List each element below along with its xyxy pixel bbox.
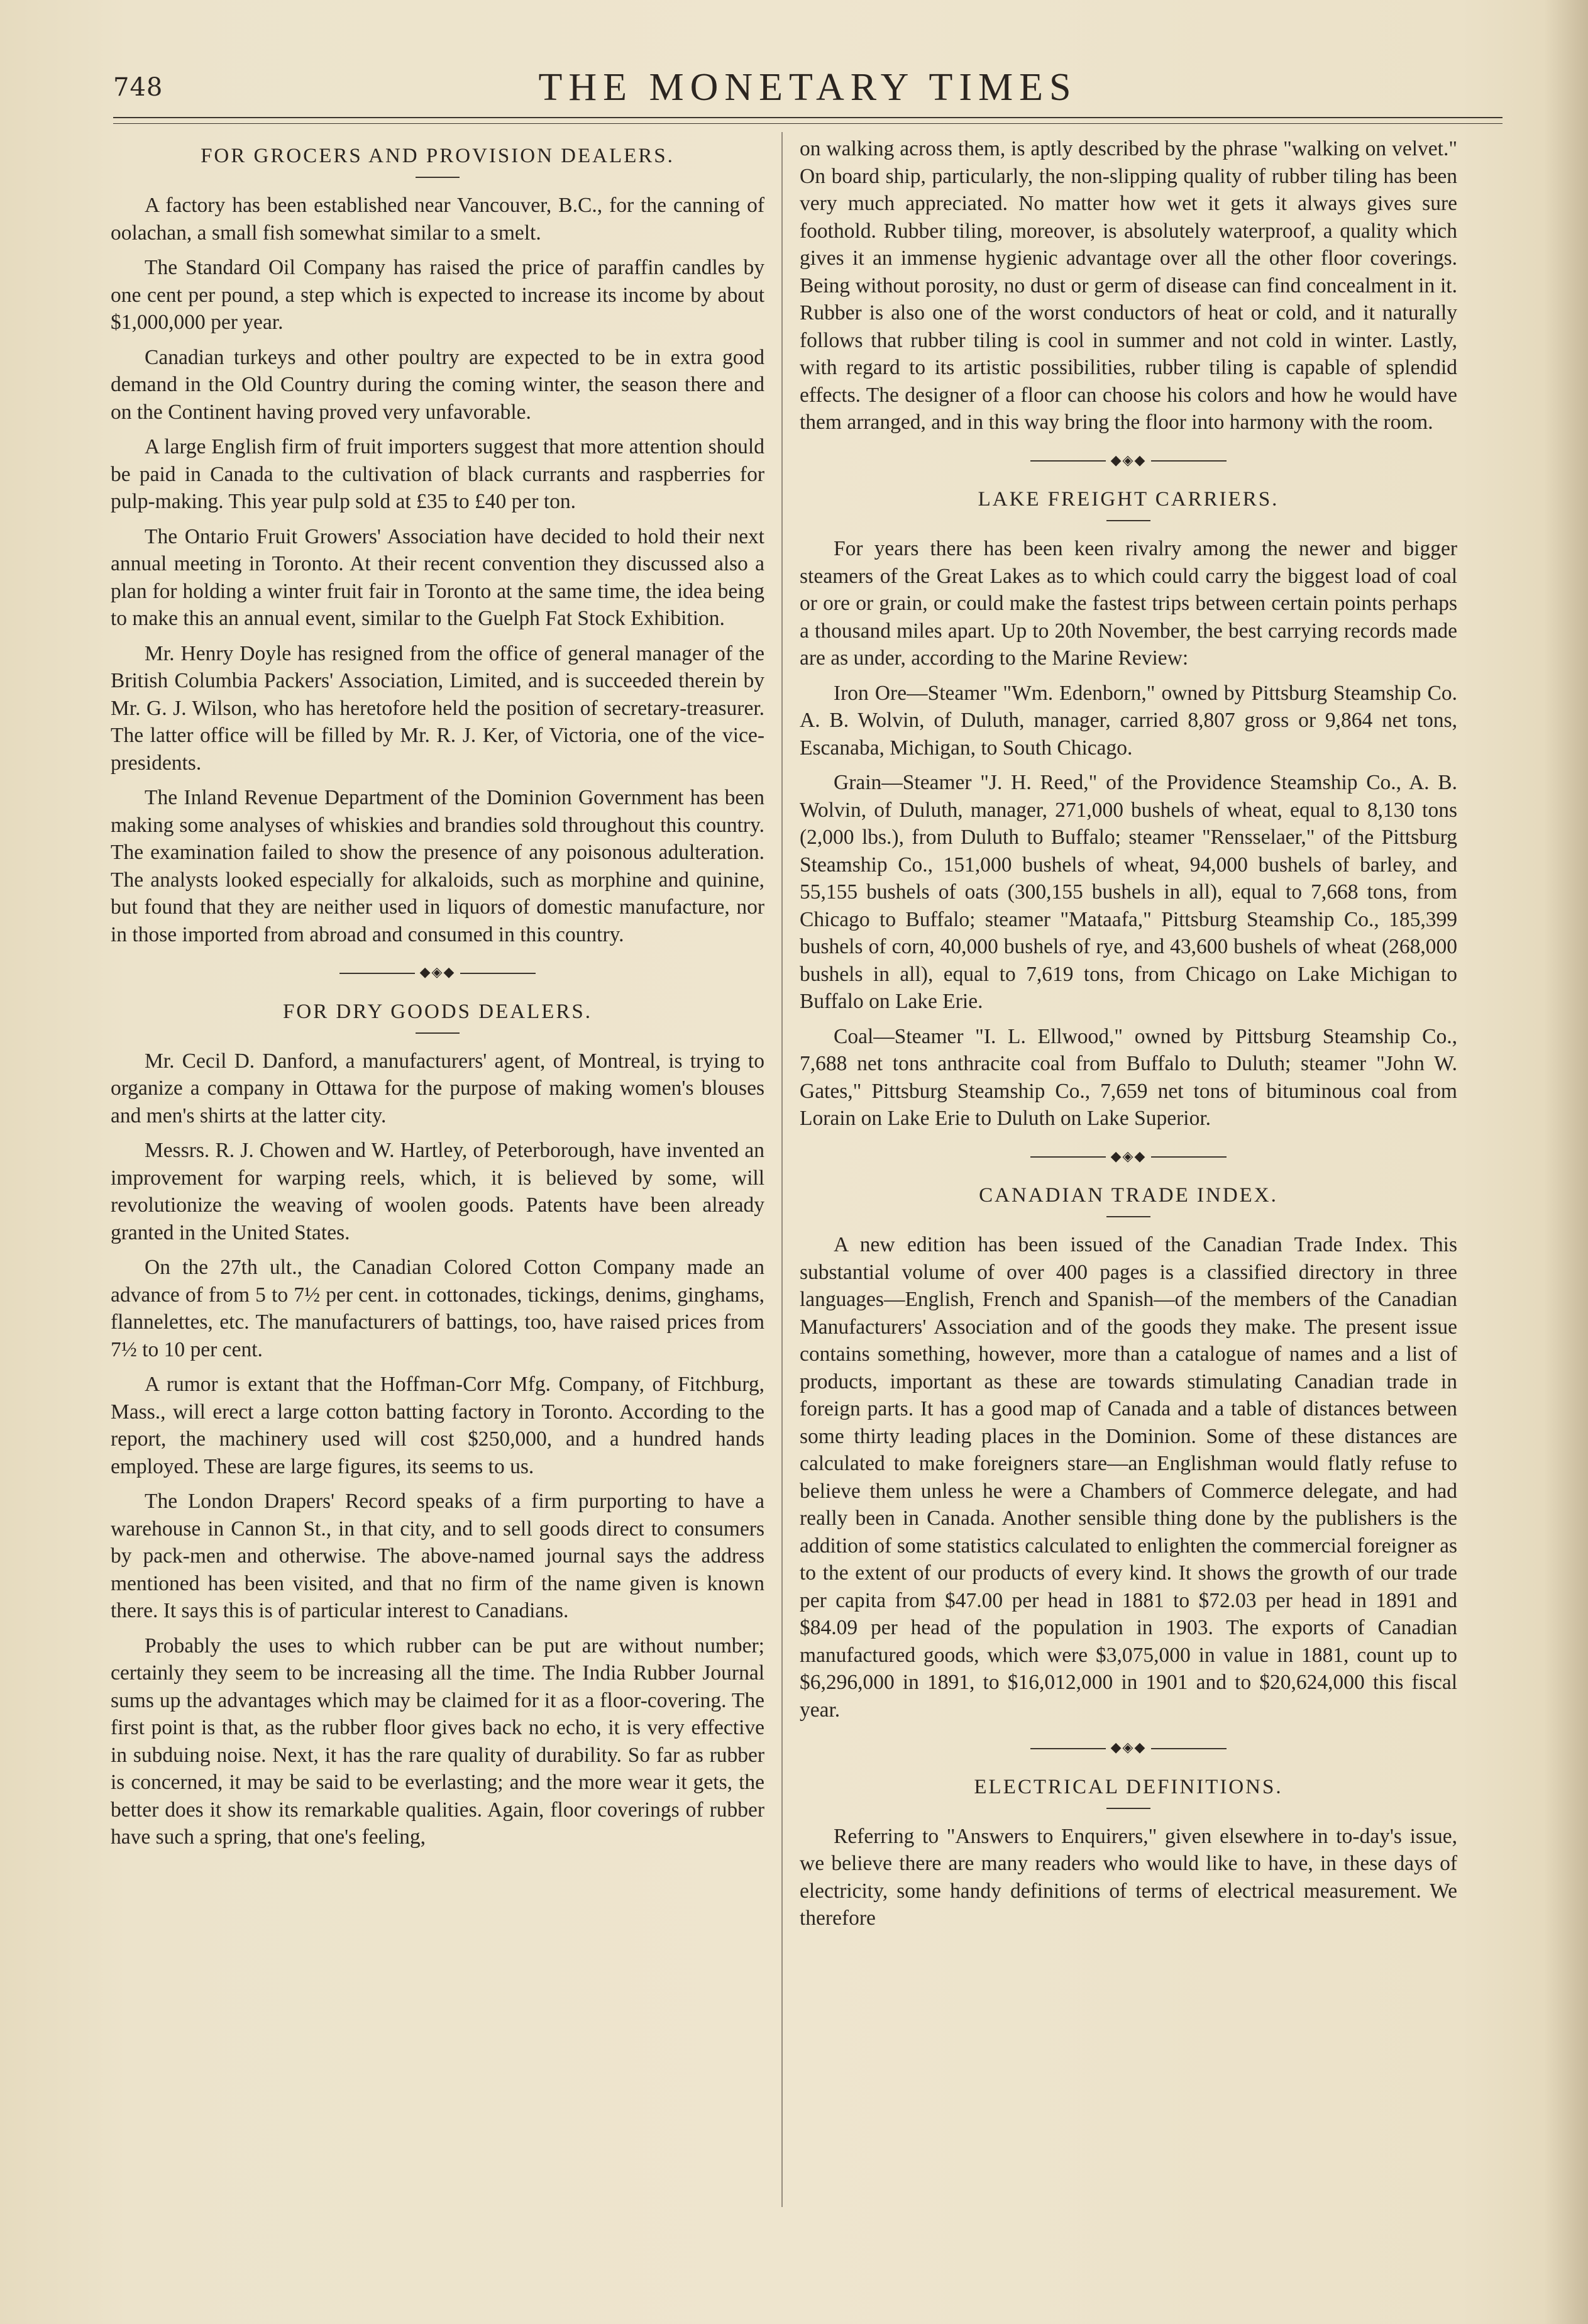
- paragraph: Probably the uses to which rubber can be put are without number; certainly they seem to be increasing all the time. The India Rubber Journal sums up the advantages which may be claimed for it as a floor-covering. The first point is that, as the rubber floor gives back no echo, it is very effective in subduing noise. Next, it has the rare quality of durability. So far as rubber is concerned, it may be said to be everlasting; and the more wear it gets, the better does it show its remarkable qualities. Again, floor coverings of rubber have such a spring, that one's feeling,: [111, 1634, 764, 1849]
- left-column: [111, 135, 764, 1859]
- section-heading-grocers: FOR GROCERS AND PROVISION DEALERS.: [201, 145, 675, 167]
- heading-rule: [1106, 520, 1150, 521]
- paragraph: Mr. Henry Doyle has resigned from the office of general manager of the British Columbia Packers' Association, Limited, and is succeeded therein by Mr. G. J. Wilson, who has heretofore held the position of secretary-treasurer. The latter office will be filled by Mr. R. J. Ker, of Victoria, one of the vice-presidents.: [111, 641, 764, 775]
- paragraph: Messrs. R. J. Chowen and W. Hartley, of Peterborough, have invented an improvement for warping reels, which, it is believed by some, will revolutionize the weaving of woolen goods. Patents have been already granted in the United States.: [111, 1139, 764, 1244]
- right-column: [800, 135, 1457, 1940]
- paragraph: A rumor is extant that the Hoffman-Corr Mfg. Company, of Fitchburg, Mass., will erect a large cotton batting factory in Toronto. According to the report, the machinery used will cost $250,000, and a hundred hands employed. These are large figures, its seems to us.: [111, 1373, 764, 1478]
- paragraph: For years there has been keen rivalry among the newer and bigger steamers of the Great Lakes as to which could carry the biggest load of coal or ore or grain, or could make the fastest trips between certain points perhaps a thousand miles apart. Up to 20th November, the best carrying records made are as under, according to the Marine Review:: [800, 537, 1457, 670]
- heading-rule: [416, 177, 460, 178]
- paragraph-continued: on walking across them, is aptly described by the phrase "walking on velvet." On board ship, particularly, the non-slipping quality of rubber tiling has been very much appreciated. No matter how wet it gets it always gives sure foothold. Rubber tiling, moreover, is absolutely waterproof, a quality which gives it an immense hygienic advantage over all the other floor coverings. Being without porosity, no dust or germ of disease can find concealment in it. Rubber is also one of the worst conductors of heat or cold, and it naturally follows that rubber tiling is cool in summer and not cold in winter. Lastly, with regard to its artistic possibilities, rubber tiling is capable of splendid effects. The designer of a floor can choose his colors and how he would have them arranged, and in this way bring the floor into harmony with the room.: [800, 137, 1457, 434]
- paragraph: The Standard Oil Company has raised the price of paraffin candles by one cent per pound, a step which is expected to increase its income by about $1,000,000 per year.: [111, 256, 764, 334]
- heading-rule: [416, 1032, 460, 1034]
- section-ornament: ◆◈◆: [800, 1734, 1457, 1761]
- paragraph: Coal—Steamer "I. L. Ellwood," owned by Pittsburg Steamship Co., 7,688 net tons anthracite coal from Buffalo to Duluth; steamer "John W. Gates," Pittsburg Steamship Co., 7,659 net tons of bituminous coal from Lorain on Lake Erie to Duluth on Lake Superior.: [800, 1024, 1457, 1130]
- paragraph: On the 27th ult., the Canadian Colored Cotton Company made an advance of from 5 to 7½ per cent. in cottonades, tickings, denims, ginghams, flannelettes, etc. The manufacturers of battings, too, have raised prices from 7½ to 10 per cent.: [111, 1256, 764, 1361]
- section-heading-lake-freight: LAKE FREIGHT CARRIERS.: [978, 488, 1279, 511]
- page-header: [113, 63, 1503, 119]
- masthead-title: THE MONETARY TIMES: [538, 66, 1078, 109]
- heading-rule: [1106, 1216, 1150, 1217]
- paragraph: The London Drapers' Record speaks of a firm purporting to have a warehouse in Cannon St., in that city, and to sell goods direct to consumers by pack-men and otherwise. The above-named journal says the address mentioned has been visited, and that no firm of the name given is known there. It says this is of particular interest to Canadians.: [111, 1490, 764, 1622]
- paragraph: Referring to "Answers to Enquirers," given elsewhere in to-day's issue, we believe there are many readers who would like to have, in these days of electricity, some handy definitions of terms of electrical measurement. We therefore: [800, 1824, 1457, 1930]
- paragraph: Iron Ore—Steamer "Wm. Edenborn," owned by Pittsburg Steamship Co. A. B. Wolvin, of Duluth, manager, carried 8,807 gross or 9,864 net tons, Escanaba, Michigan, to South Chicago.: [800, 681, 1457, 760]
- paragraph: Mr. Cecil D. Danford, a manufacturers' agent, of Montreal, is trying to organize a company in Ottawa for the purpose of making women's blouses and men's shirts at the latter city.: [111, 1049, 764, 1127]
- heading-rule: [1106, 1808, 1150, 1809]
- paragraph: A new edition has been issued of the Canadian Trade Index. This substantial volume of over 400 pages is a classified directory in three languages—English, French and Spanish—of the members of the Canadian Manufacturers' Association and of the goods they make. The present issue contains something, however, more than a catalogue of names and a list of products, important as these are towards stimulating Canadian trade in foreign parts. It has a good map of Canada and a table of distances between some thirty leading places in the Dominion. Some of these distances are calculated to make foreigners stare—an Englishman would flatly refuse to believe them unless he were a Chambers of Commerce delegate, and had really been in Canada. Another sensible thing done by the publishers is the addition of some statistics calculated to enlighten the commercial foreigner as to the extent of our products of every kind. It shows the growth of our trade per capita from $47.00 per head in 1881 to $72.03 per head in 1891 and $84.09 per head of the population in 1903. The exports of Canadian manufactured goods, which were $3,075,000 in value in 1881, count up to $6,296,000 in 1891, to $16,012,000 in 1901 and to $20,624,000 this fiscal year.: [800, 1233, 1457, 1722]
- section-ornament: ◆◈◆: [111, 958, 764, 986]
- section-heading-dry-goods: FOR DRY GOODS DEALERS.: [282, 1000, 592, 1023]
- section-heading-electrical: ELECTRICAL DEFINITIONS.: [974, 1775, 1283, 1798]
- column-divider: [781, 132, 783, 2207]
- paragraph: Canadian turkeys and other poultry are expected to be in extra good demand in the Old Country during the coming winter, the season there and on the Continent having proved very unfavorable.: [111, 345, 764, 424]
- page-edge-shadow: [1544, 0, 1588, 2324]
- section-heading-trade-index: CANADIAN TRADE INDEX.: [979, 1184, 1278, 1207]
- section-ornament: ◆◈◆: [800, 446, 1457, 474]
- header-rule: [113, 117, 1503, 118]
- paragraph: The Inland Revenue Department of the Dominion Government has been making some analyses of whiskies and brandies sold throughout this country. The examination failed to show the presence of any poisonous adulteration. The analysts looked especially for alkaloids, such as morphine and quinine, but found that they are neither used in liquors of domestic manufacture, nor in those imported from abroad and consumed in this country.: [111, 786, 764, 946]
- paragraph: A factory has been established near Vancouver, B.C., for the canning of oolachan, a small fish somewhat similar to a smelt.: [111, 194, 764, 245]
- paragraph: A large English firm of fruit importers suggest that more attention should be paid in Canada to the cultivation of black currants and raspberries for pulp-making. This year pulp sold at £35 to £40 per ton.: [111, 435, 764, 513]
- section-ornament: ◆◈◆: [800, 1143, 1457, 1170]
- page-number: 748: [113, 73, 163, 102]
- paragraph: The Ontario Fruit Growers' Association have decided to hold their next annual meeting in Toronto. At their recent convention they discussed also a plan for holding a winter fruit fair in Toronto at the same time, the idea being to make this an annual event, similar to the Guelph Fat Stock Exhibition.: [111, 524, 764, 630]
- header-rule-thin: [113, 123, 1503, 124]
- paragraph: Grain—Steamer "J. H. Reed," of the Providence Steamship Co., A. B. Wolvin, of Duluth, manager, 271,000 bushels of wheat, equal to 8,130 tons (2,000 lbs.), from Duluth to Buffalo; steamer "Rensselaer," of the Pittsburg Steamship Co., 151,000 bushels of wheat, 94,000 bushels of barley, and 55,155 bushels of oats (300,155 bushels in all), equal to 7,668 tons, from Chicago to Buffalo; steamer "Mataafa," Pittsburg Steamship Co., 185,399 bushels of corn, 40,000 bushels of rye, and 43,600 bushels of wheat (268,000 bushels in all), equal to 7,619 tons, from Chicago on Lake Michigan to Buffalo on Lake Erie.: [800, 771, 1457, 1013]
